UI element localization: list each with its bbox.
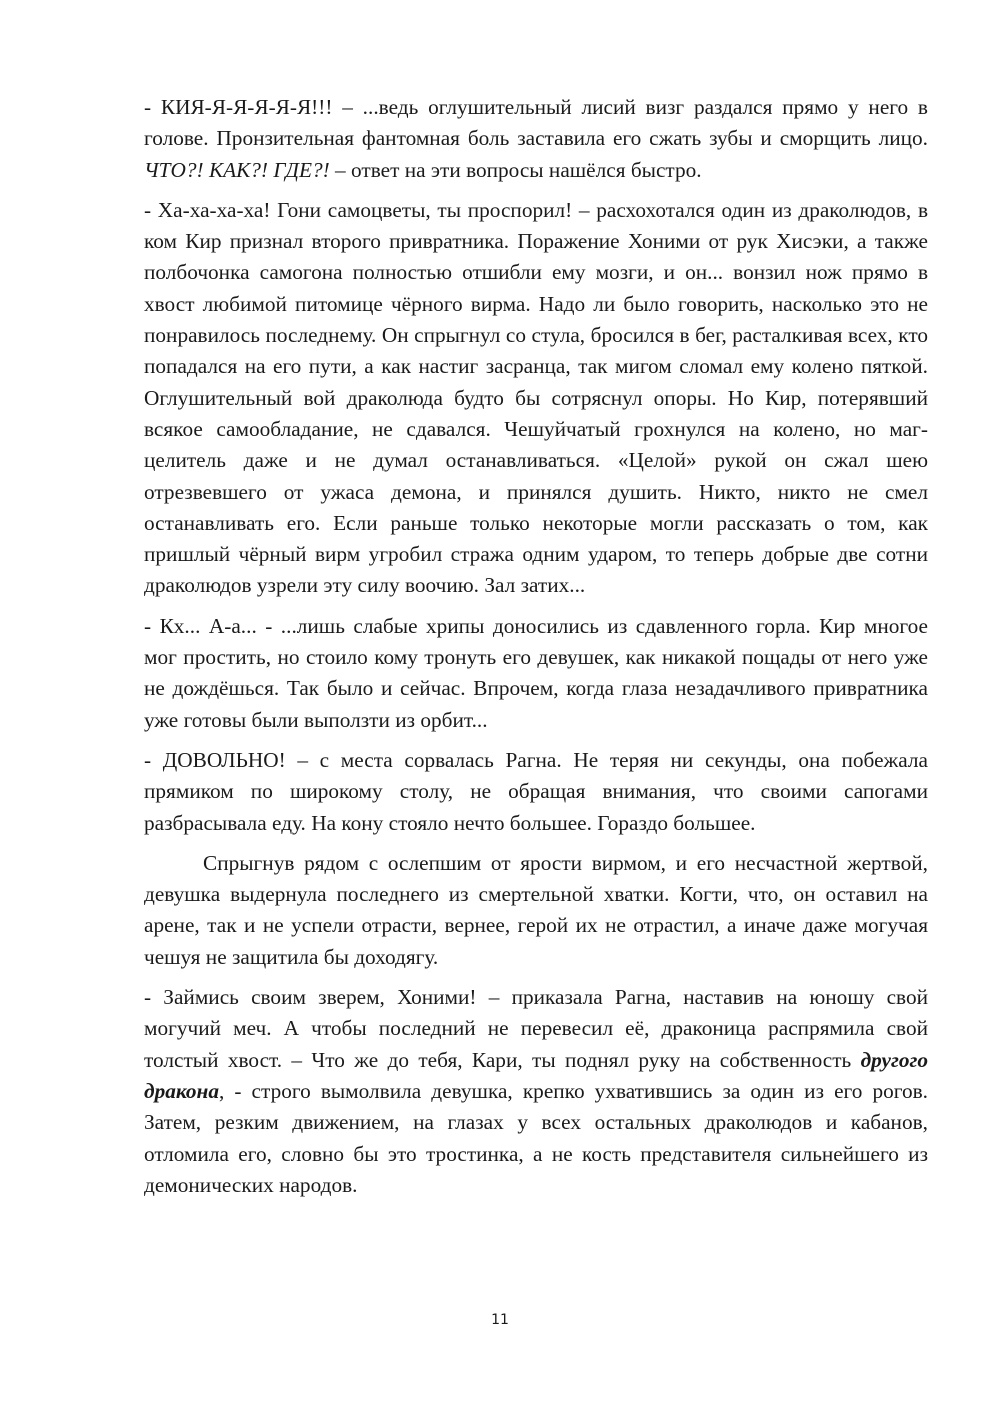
- paragraph-1-text-2: – ответ на эти вопросы нашёлся быстро.: [329, 157, 702, 182]
- paragraph-6-text-1: - Займись своим зверем, Хоними! – приказала Рагна, наставив на юношу свой могучий меч. А чтобы последний не перевесил её, драконица распрямила свой толстый хвост. – Что же до тебя, Кари, ты поднял руку на собственность: [144, 985, 928, 1072]
- paragraph-6-text-2: , - строго вымолвила девушка, крепко ухватившись за один из его рогов. Затем, резким движением, на глазах у всех остальных драколюдов и кабанов, отломила его, словно бы это тростинка, а не кость представителя сильнейшего из демонических народов.: [144, 1078, 928, 1197]
- paragraph-4-text: - ДОВОЛЬНО! – с места сорвалась Рагна. Не теряя ни секунды, она побежала прямиком по широкому столу, не обращая внимания, что своими сапогами разбрасывала еду. На кону стояло нечто большее. Гораздо большее.: [144, 747, 928, 835]
- paragraph-3: [144, 611, 928, 736]
- paragraph-5-text: Спрыгнув рядом с ослепшим от ярости вирмом, и его несчастной жертвой, девушка выдернула последнего из смертельной хватки. Когти, что, он оставил на арене, так и не успели отрасти, вернее, герой их не отрастил, а иначе даже могучая чешуя не защитила бы доходягу.: [144, 850, 928, 969]
- paragraph-5: [144, 848, 928, 973]
- paragraph-3-text: - Кх... А-а... - ...лишь слабые хрипы доносились из сдавленного горла. Кир многое мог простить, но стоило кому тронуть его девушек, как никакой пощады от него уже не дождёшься. Так было и сейчас. Впрочем, когда глаза незадачливого привратника уже готовы были выползти из орбит...: [144, 613, 928, 732]
- paragraph-1: [144, 92, 928, 186]
- paragraph-1-italic-exclamation: ЧТО?! КАК?! ГДЕ?!: [144, 157, 330, 182]
- page-number: 11: [491, 1312, 509, 1328]
- paragraph-6-bold-italic-phrase: другого дракона: [144, 1047, 928, 1103]
- paragraph-2: [144, 195, 928, 602]
- paragraph-1-text-1: - КИЯ-Я-Я-Я-Я-Я!!! – ...ведь оглушительный лисий визг раздался прямо у него в голове. Пронзительная фантомная боль заставила его сжать зубы и сморщить лицо.: [144, 95, 928, 151]
- paragraph-6: [144, 982, 928, 1201]
- paragraph-2-text: - Ха-ха-ха-ха! Гони самоцветы, ты проспорил! – расхохотался один из драколюдов, в ком Кир признал второго привратника. Поражение Хоними от рук Хисэки, а также полбочонка самогона полностью отшибли ему мозги, и он... вонзил нож прямо в хвост любимой питомице чёрного вирма. Надо ли было говорить, насколько это не понравилось последнему. Он спрыгнул со стула, бросился в бег, расталкивая всех, кто попадался на его пути, а как настиг засранца, так мигом сломал ему колено пяткой. Оглушительный вой драколюда будто бы сотряснул опоры. Но Кир, потерявший всякое самообладание, не сдавался. Чешуйчатый грохнулся на колено, но маг-целитель даже и не думал останавливаться. «Целой» рукой он сжал шею отрезвевшего от ужаса демона, и принялся душить. Никто, никто не смел останавливать его. Если раньше только некоторые могли рассказать о том, как пришлый чёрный вирм угробил стража одним ударом, то теперь добрые две сотни драколюдов узрели эту силу воочию. Зал затих...: [144, 197, 928, 598]
- paragraph-4: [144, 745, 928, 839]
- document-page-body: [144, 92, 928, 1210]
